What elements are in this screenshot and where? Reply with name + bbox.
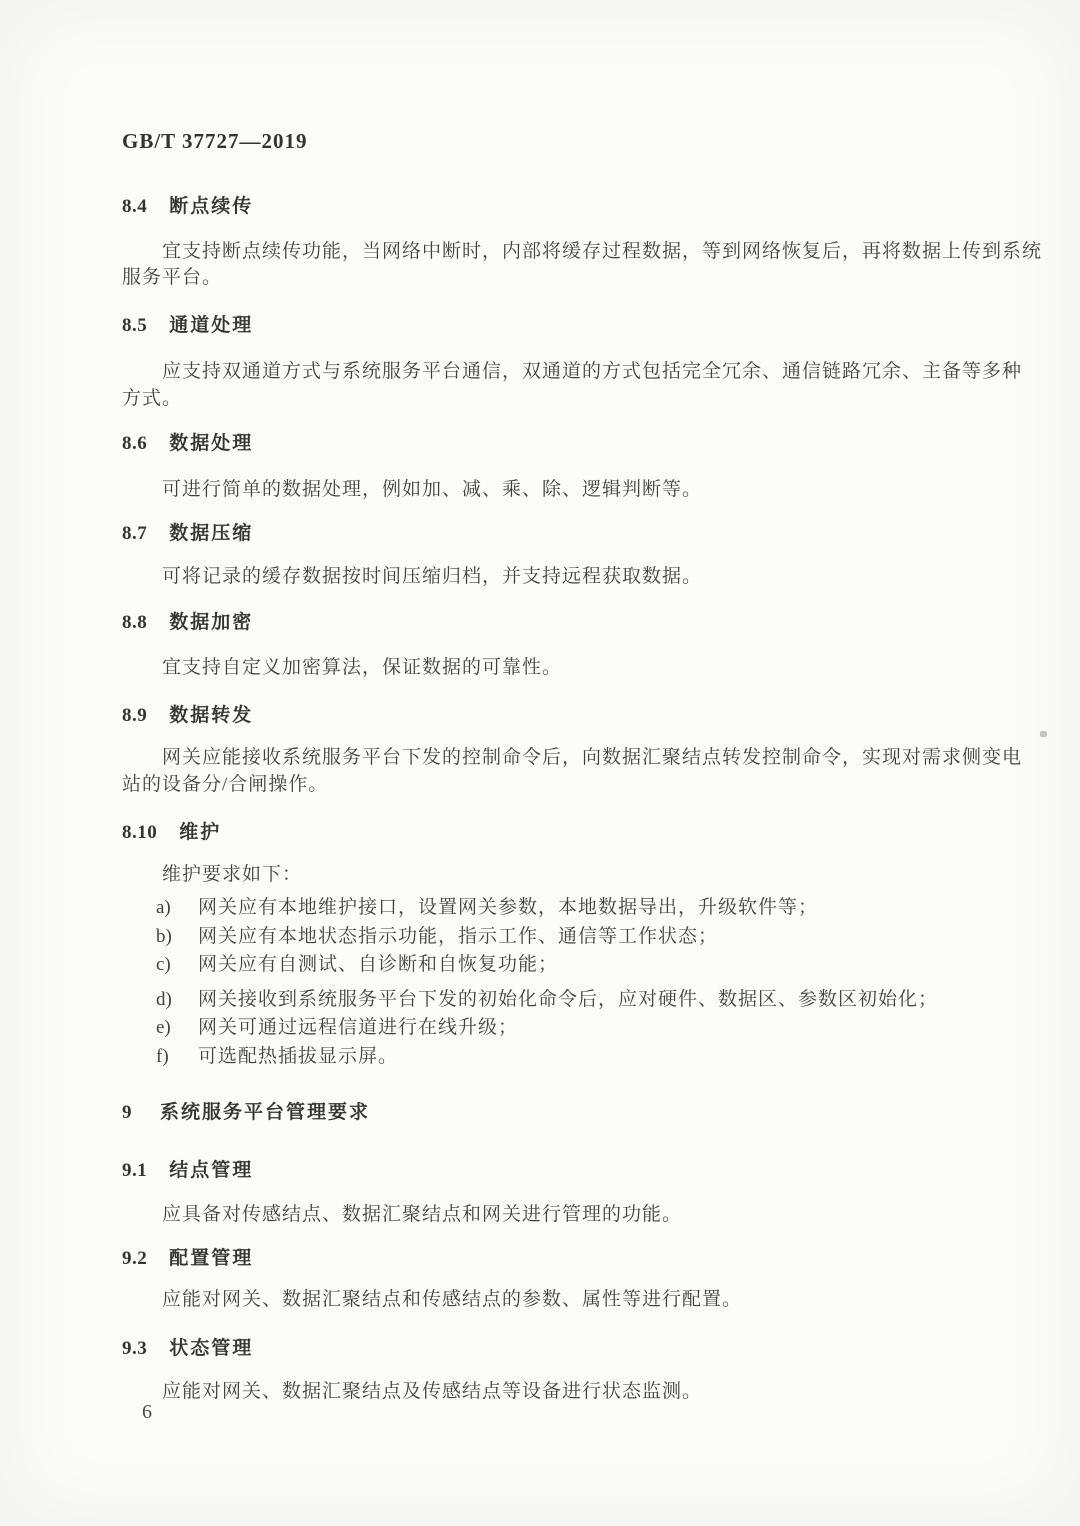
- section-title: 状态管理: [169, 1337, 254, 1359]
- paragraph-line: 可进行简单的数据处理，例如加、减、乘、除、逻辑判断等。: [162, 479, 703, 500]
- section-number: 8.8: [122, 612, 148, 633]
- section-title: 通道处理: [169, 314, 254, 336]
- section-heading-8-7: [122, 520, 253, 547]
- list-item-label: d): [156, 989, 172, 1010]
- page-number: 6: [142, 1401, 152, 1423]
- list-item-text: 可选配热插拔显示屏。: [198, 1046, 399, 1067]
- section-title: 数据转发: [169, 704, 254, 726]
- list-item-text: 网关可通过远程信道进行在线升级；: [198, 1017, 519, 1038]
- section-title: 数据压缩: [169, 522, 254, 544]
- list-item-label: c): [156, 954, 171, 975]
- list-item-text: 网关应有本地维护接口，设置网关参数，本地数据导出，升级软件等；: [198, 897, 819, 918]
- chapter-number: 9: [122, 1102, 132, 1123]
- paragraph-line: 站的设备分/合闸操作。: [122, 774, 329, 795]
- section-heading-8-8: [122, 609, 253, 636]
- section-title: 结点管理: [169, 1159, 254, 1181]
- paragraph-line: 宜支持断点续传功能，当网络中断时，内部将缓存过程数据，等到网络恢复后，再将数据上传到系统: [162, 241, 1043, 262]
- chapter-heading-9: [122, 1099, 370, 1126]
- paragraph-line: 应支持双通道方式与系统服务平台通信，双通道的方式包括完全冗余、通信链路冗余、主备等多种: [162, 361, 1023, 382]
- section-heading-9-1: [122, 1157, 253, 1184]
- paragraph-line: 网关应能接收系统服务平台下发的控制命令后，向数据汇聚结点转发控制命令，实现对需求侧变电: [162, 747, 1023, 768]
- section-title: 维护: [179, 821, 222, 843]
- list-item-text: 网关应有自测试、自诊断和自恢复功能；: [198, 954, 559, 975]
- section-number: 8.9: [122, 705, 148, 726]
- paragraph-line: 应具备对传感结点、数据汇聚结点和网关进行管理的功能。: [162, 1204, 683, 1225]
- paragraph-line: 可将记录的缓存数据按时间压缩归档，并支持远程获取数据。: [162, 566, 703, 587]
- section-title: 断点续传: [169, 195, 254, 217]
- list-item-label: b): [156, 926, 172, 947]
- section-number: 9.3: [122, 1338, 148, 1359]
- standard-code: GB/T 37727—2019: [122, 129, 308, 153]
- section-number: 8.4: [122, 196, 148, 217]
- section-title: 数据处理: [169, 432, 254, 454]
- section-title: 数据加密: [169, 611, 254, 633]
- list-item-label: f): [156, 1046, 169, 1067]
- chapter-title: 系统服务平台管理要求: [160, 1101, 371, 1123]
- paragraph-line: 方式。: [122, 388, 183, 409]
- section-number: 9.2: [122, 1248, 148, 1269]
- paragraph-line: 服务平台。: [122, 267, 223, 288]
- list-item-text: 网关接收到系统服务平台下发的初始化命令后，应对硬件、数据区、参数区初始化；: [198, 989, 939, 1010]
- section-heading-8-6: [122, 430, 253, 457]
- section-number: 8.7: [122, 523, 148, 544]
- list-item-label: a): [156, 897, 171, 918]
- section-number: 8.10: [122, 822, 158, 843]
- section-heading-8-4: [122, 193, 253, 220]
- scan-artifact-dot: [1040, 731, 1047, 737]
- paragraph-line: 宜支持自定义加密算法，保证数据的可靠性。: [162, 657, 563, 678]
- section-number: 8.6: [122, 433, 148, 454]
- section-heading-8-9: [122, 702, 253, 729]
- section-title: 配置管理: [169, 1247, 254, 1269]
- paragraph-line: 应能对网关、数据汇聚结点及传感结点等设备进行状态监测。: [162, 1381, 703, 1402]
- list-item-text: 网关应有本地状态指示功能，指示工作、通信等工作状态；: [198, 926, 719, 947]
- paragraph-line: 应能对网关、数据汇聚结点和传感结点的参数、属性等进行配置。: [162, 1289, 743, 1310]
- list-intro: 维护要求如下：: [162, 864, 303, 885]
- list-item-label: e): [156, 1017, 171, 1038]
- section-number: 9.1: [122, 1160, 148, 1181]
- section-heading-8-10: [122, 819, 221, 846]
- section-heading-9-3: [122, 1335, 253, 1362]
- section-number: 8.5: [122, 315, 148, 336]
- section-heading-9-2: [122, 1245, 253, 1272]
- section-heading-8-5: [122, 312, 253, 339]
